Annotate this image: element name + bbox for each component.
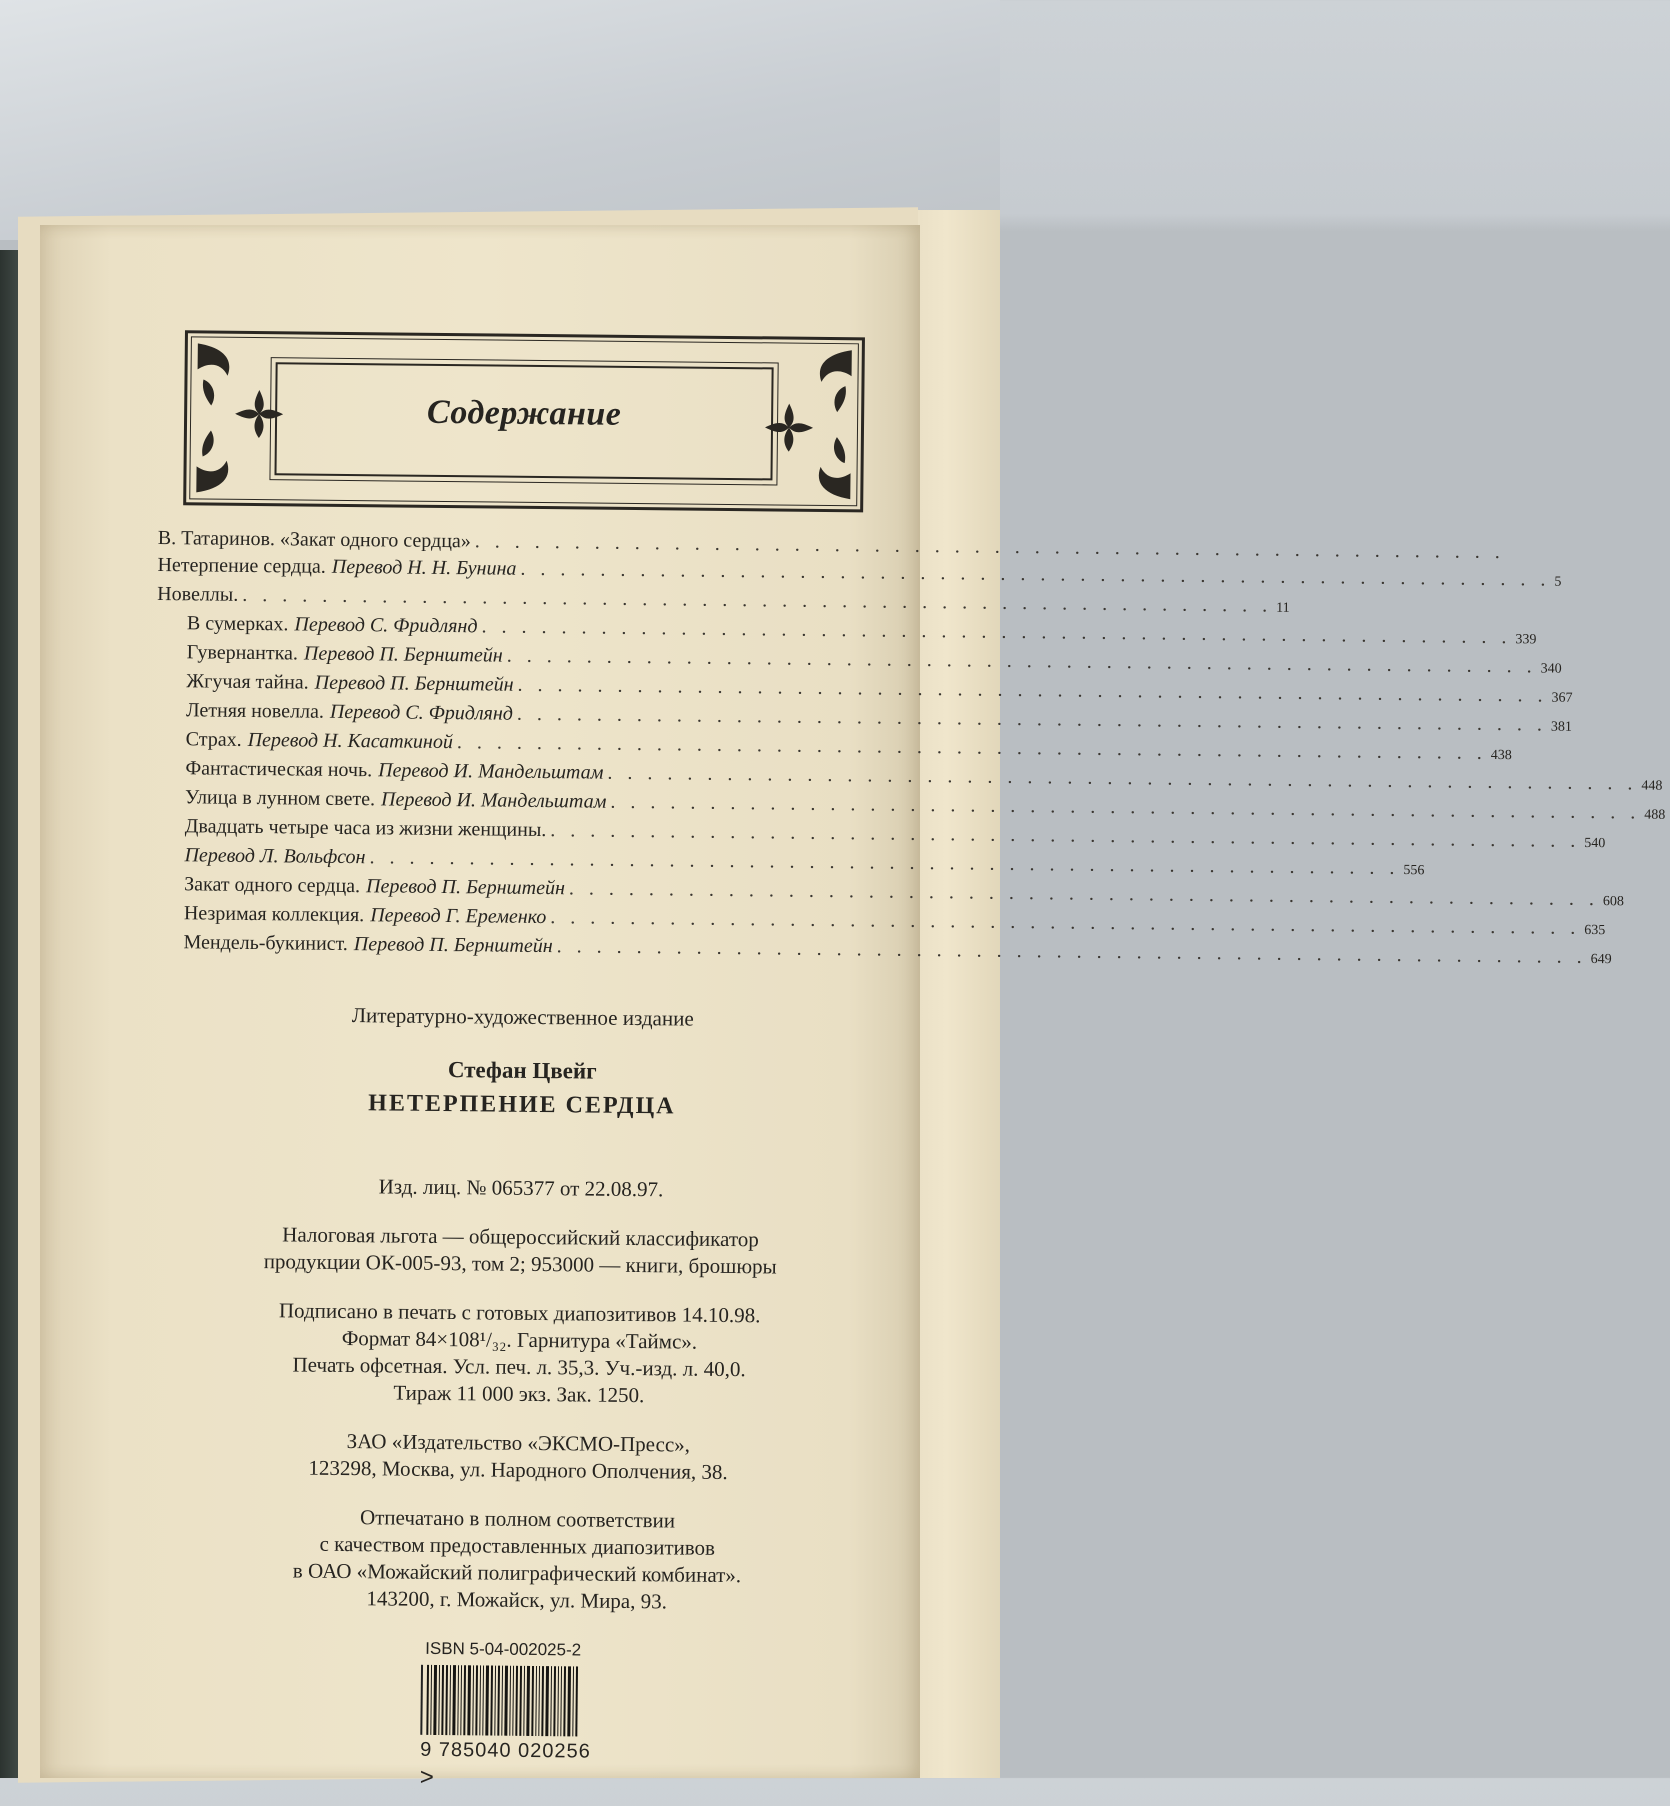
toc-entry-translator: Перевод Н. Касаткиной [247,728,454,754]
barcode-bar [441,1665,444,1735]
toc-entry-title: Страх. [185,728,242,751]
isbn-label: ISBN 5-04-002025-2 [425,1638,582,1660]
barcode-bar [567,1666,571,1736]
barcode-bar [512,1666,514,1736]
barcode-bar [531,1666,534,1736]
print-line: Тираж 11 000 экз. Зак. 1250. [393,1380,645,1408]
barcode-bar [426,1665,429,1735]
page-content [145,330,1666,1798]
toc-leader-dots: . . . . . . . . . . . . . . . . . . . . . . . . . . . . . . . . . . . . . . . . . . . . . . . . . . . . [607,761,1638,795]
toc-page-number: 438 [1490,747,1512,764]
barcode-bar [457,1665,459,1735]
toc-entry-translator: Перевод И. Мандельштам [378,759,604,784]
toc-entry-translator: Перевод С. Фридлянд [329,700,514,725]
tax-block [150,1220,891,1282]
toc-leader-dots: . . . . . . . . . . . . . . . . . . . . . . . . . . . . . . . . . . . . . . . . . . . . . . . . . . . . [568,877,1600,911]
toc-entry-title: Нетерпение сердца. [157,553,326,578]
toc-entry-translator: Перевод Н. Н. Бунина [331,555,517,580]
printer-block [147,1502,888,1618]
toc-leader-dots: . . . . . . . . . . . . . . . . . . . . . . . . . . . . . . . . . . . . . . . . . . . . . . . . . . . . [556,935,1587,968]
tax-line: Налоговая льгота — общероссийский классификатор [282,1222,759,1252]
barcode-bar [472,1665,474,1735]
ean-number [420,1737,611,1795]
barcode-bar [515,1666,518,1736]
toc-leader-dots: . . . . . . . . . . . . . . . . . . . . . . . . . . . . . . . . . . . . . . . . . . . . . . . . . . . . [516,702,1548,736]
toc-entry-title: Новеллы. [157,582,239,606]
printer-line: Отпечатано в полном соответствии [359,1505,676,1533]
table-of-contents [153,525,1666,968]
toc-entry-translator: Перевод П. Бернштейн [353,933,553,958]
toc-entry-title: В. Татаринов. «Закат одного сердца» [157,526,471,553]
barcode-bar [535,1666,537,1736]
barcode-bar [519,1666,522,1736]
author-name: Стефан Цвейг [447,1057,597,1084]
barcode-bar [572,1666,574,1736]
barcode-bar [523,1666,525,1736]
barcode-bar [479,1665,481,1735]
toc-page-number: 488 [1644,807,1666,823]
barcode-bar [475,1665,478,1735]
toc-entry-translator: Перевод П. Бернштейн [314,671,514,696]
printer-line: с качеством предоставленных диапозитивов [319,1531,716,1560]
barcode-bar [467,1665,471,1735]
barcode-bar [575,1666,578,1736]
toc-page-number: 556 [1403,863,1425,879]
toc-page-number: 635 [1584,922,1606,939]
toc-entry-title: Закат одного сердца. [184,873,361,898]
contents-frame [183,330,865,512]
barcode-bar [460,1665,462,1735]
barcode-bar [557,1666,559,1736]
toc-entry-translator: Перевод П. Бернштейн [365,875,566,900]
barcode-bar [538,1666,540,1736]
toc-page-number: 448 [1641,778,1663,794]
license-block [151,1171,891,1206]
barcode-bar [563,1666,566,1736]
barcode-bar [438,1665,440,1735]
toc-page-number: 649 [1590,952,1612,968]
barcode-bar [550,1666,552,1736]
toc-entry-title: Жгучая тайна. [186,670,309,694]
toc-leader-dots: . . . . . . . . . . . . . . . . . . . . . . . . . . . . . . . . . . . . . . . . . . . . . . . . . . . . [550,819,1581,852]
edition-type: Литературно-художественное издание [351,1003,694,1031]
barcode-bar [509,1666,511,1736]
barcode-bar [497,1666,500,1736]
toc-entry-title: Двадцать четыре часа из жизни женщины. [184,815,547,842]
toc-entry-translator: Перевод Г. Еременко [370,904,547,929]
barcode-bar [560,1666,562,1736]
printer-line: в ОАО «Можайский полиграфический комбинат». [292,1558,742,1588]
toc-entry-translator: Перевод П. Бернштейн [303,642,503,667]
barcode-bar [463,1665,466,1735]
print-line: Формат 84×108¹/₃₂. Гарнитура «Таймс». [341,1325,698,1354]
toc-leader-dots: . . . . . . . . . . . . . . . . . . . . . . . . . . . . . . . . . . . . . . . . . . . . . . . . . . . . [550,906,1581,939]
publisher-line: ЗАО «Издательство «ЭКСМО-Пресс», [346,1429,691,1457]
print-details-block [149,1296,890,1412]
barcode-bar [545,1666,549,1736]
toc-entry-title: Мендель-букинист. [183,931,348,956]
printer-line: 143200, г. Можайск, ул. Мира, 93. [366,1586,668,1614]
barcode-bar [452,1665,456,1735]
toc-leader-dots: . . . . . . . . . . . . . . . . . . . . . . . . . . . . . . . . . . . . . . . . . . . . . . . . . . . . [481,615,1512,649]
toc-leader-dots: . . . . . . . . . . . . . . . . . . . . . . . . . . . . . . . . . . . . . . . . . . . . . . . . . . . . [369,846,1400,880]
toc-leader-dots: . . . . . . . . . . . . . . . . . . . . . . . . . . . . . . . . . . . . . . . . . . . . . . . . . . . . [456,731,1487,764]
facing-page-edge [908,210,1000,1778]
print-line: Подписано в печать с готовых диапозитивов 14.10.98. [278,1298,761,1328]
isbn-barcode [420,1635,612,1795]
barcode-bar [485,1665,489,1735]
barcode-bars [420,1665,611,1737]
toc-entry-title: Гувернантка. [186,641,299,665]
barcode-bar [482,1665,484,1735]
toc-page-number: 608 [1602,894,1624,910]
ean-arrow: > [419,1763,436,1791]
barcode-bar [541,1666,544,1736]
barcode-bar [449,1665,451,1735]
background-surface [0,0,1000,240]
barcode-bar [553,1666,556,1736]
barcode-bar [445,1665,448,1735]
toc-page-number: 381 [1550,719,1572,735]
toc-entry-title: Фантастическая ночь. [185,757,373,782]
tax-line: продукции ОК-005-93, том 2; 953000 — книги, брошюры [263,1249,777,1279]
barcode-bar [494,1666,496,1736]
work-title: НЕТЕРПЕНИЕ СЕРДЦА [368,1090,676,1120]
toc-entry-title: Улица в лунном свете. [184,786,376,811]
toc-entry-title: В сумерках. [186,612,289,636]
toc-entry-translator: Перевод С. Фридлянд [294,613,478,638]
toc-leader-dots: . . . . . . . . . . . . . . . . . . . . . . . . . . . . . . . . . . . . . . . . . . . . . . . . . . . . [474,530,1505,564]
toc-entry-title: Летняя новелла. [185,699,325,723]
ean-digits: 9 785040 020256 [420,1738,591,1763]
publisher-block [148,1426,889,1488]
toc-leader-dots: . . . . . . . . . . . . . . . . . . . . . . . . . . . . . . . . . . . . . . . . . . . . . . . . . . . . [242,583,1273,617]
barcode-bar [526,1666,530,1736]
toc-entry-translator: Перевод Л. Вольфсон [184,844,366,869]
toc-leader-dots: . . . . . . . . . . . . . . . . . . . . . . . . . . . . . . . . . . . . . . . . . . . . . . . . . . . . [506,644,1537,678]
barcode-bar [430,1665,432,1735]
publisher-line: 123298, Москва, ул. Народного Ополчения, 38. [308,1455,728,1485]
toc-page-number: 11 [1276,600,1290,616]
barcode-bar [501,1666,503,1736]
imprint [145,1000,893,1798]
print-line: Печать офсетная. Усл. печ. л. 35,3. Уч.-изд. л. 40,0. [292,1352,746,1382]
contents-heading: Содержание [426,393,622,433]
toc-entry-translator: Перевод И. Мандельштам [380,788,607,813]
toc-leader-dots: . . . . . . . . . . . . . . . . . . . . . . . . . . . . . . . . . . . . . . . . . . . . . . . . . . . . [520,557,1551,591]
toc-page-number: 5 [1554,574,1562,590]
toc-page-number: 340 [1540,661,1562,677]
barcode-bar [504,1666,508,1736]
toc-entry-title: Незримая коллекция. [183,902,365,927]
barcode-bar [433,1665,437,1735]
toc-page-number: 540 [1584,835,1606,852]
toc-page-number: 339 [1515,632,1537,648]
toc-leader-dots: . . . . . . . . . . . . . . . . . . . . . . . . . . . . . . . . . . . . . . . . . . . . . . . . . . . . [517,673,1548,707]
license-line: Изд. лиц. № 065377 от 22.08.97. [378,1174,664,1202]
toc-leader-dots: . . . . . . . . . . . . . . . . . . . . . . . . . . . . . . . . . . . . . . . . . . . . . . . . . . . . [610,790,1641,824]
toc-page-number: 367 [1551,690,1573,706]
barcode-bar [490,1666,493,1736]
